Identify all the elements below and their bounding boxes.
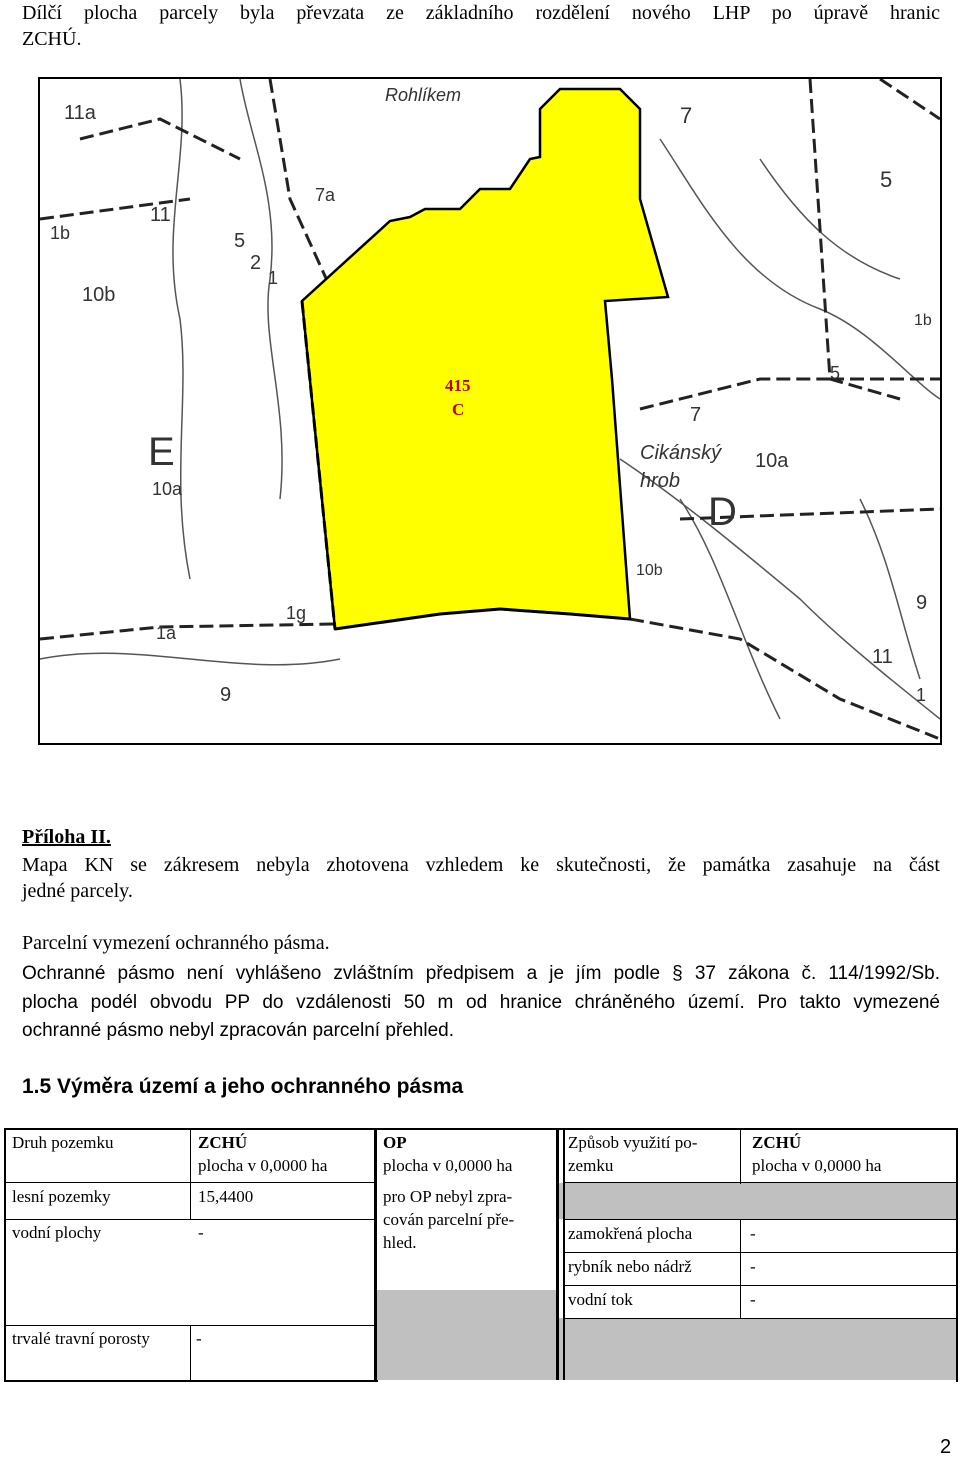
row-water-label: vodní plochy [12,1223,102,1242]
header-zchu: ZCHÚ [198,1133,248,1152]
unit-label: 7 [680,103,693,128]
op-note-line-1: pro OP nebyl zpra- [383,1187,513,1206]
op-note-line-3: hled. [383,1233,417,1252]
table-grey-fill [556,1183,958,1219]
header-op: OP [383,1133,407,1152]
row-forest-label: lesní pozemky [12,1187,111,1206]
header-zchu-unit: plocha v 0,0000 ha [198,1156,328,1175]
header-druh-pozemku: Druh pozemku [12,1133,114,1152]
zone-heading: Parcelní vymezení ochranného pásma. [22,932,330,954]
zone-line-3: ochranné pásmo nebyl zpracován parcelní přehled. [22,1020,454,1041]
place-label-cikansky: Cikánský [640,442,722,464]
table-grey-fill [556,1318,958,1380]
unit-label: 1a [156,623,177,643]
unit-label: 11 [150,204,171,226]
zone-line-1: Ochranné pásmo není vyhlášeno zvláštním předpisem a je jím podle § 37 zákona č. 114/1992/Sb. [22,963,940,984]
row-forest-value: 15,4400 [198,1187,254,1206]
section-title: 1.5 Výměra území a jeho ochranného pásma [22,1075,464,1098]
unit-label: 1b [914,312,932,329]
unit-label: 5 [234,230,246,252]
unit-label: 1b [50,223,71,243]
row-water-value: - [198,1223,204,1242]
appendix-line-2: jedné parcely. [22,880,133,902]
unit-label: D [708,490,737,534]
place-label-hrob: hrob [640,470,681,492]
use-row-label: zamokřená plocha [568,1224,693,1243]
header-zpusob: Způsob využití po- [568,1133,698,1152]
row-grass-value: - [196,1329,202,1348]
parcel-number: 415 [445,376,471,395]
row-grass-label: trvalé travní porosty [12,1329,150,1348]
appendix-line-1: Mapa KN se zákresem nebyla zhotovena vzhledem ke skutečnosti, že památka zasahuje na část [22,854,940,876]
table-grey-fill [376,1290,556,1380]
page-number: 2 [940,1436,952,1458]
unit-label: 7 [690,404,702,426]
unit-label: 10a [755,450,789,472]
unit-label: 1g [286,603,307,623]
header-zchu-2: ZCHÚ [752,1133,802,1152]
unit-label: 11 [872,646,893,668]
unit-label: 2 [250,252,262,274]
unit-label: 10b [636,562,663,579]
map-graphic [40,79,940,743]
use-row-label: rybník nebo nádrž [568,1257,692,1276]
unit-label: E [148,430,175,474]
forest-map [38,77,942,745]
use-row-value: - [750,1290,756,1309]
unit-label: 10a [152,479,183,499]
parcel-415-area [302,89,668,629]
unit-label: 9 [916,592,928,614]
header-zpusob-2: zemku [568,1156,614,1175]
use-row-value: - [750,1224,756,1243]
unit-label: 11a [64,102,96,124]
op-note-line-2: cován parcelní pře- [383,1210,515,1229]
intro-line-2: ZCHÚ. [22,28,82,50]
unit-label: 5 [830,363,841,383]
intro-line-1: Dílčí plocha parcely byla převzata ze základního rozdělení nového LHP po úpravě hranic [22,2,940,24]
header-op-unit: plocha v 0,0000 ha [383,1156,513,1175]
use-row-value: - [750,1257,756,1276]
unit-label: 5 [880,167,893,192]
unit-label: 1 [268,268,279,288]
unit-label: 1 [916,685,927,705]
use-row-label: vodní tok [568,1290,633,1309]
unit-label: 10b [82,284,116,306]
header-zchu-2-unit: plocha v 0,0000 ha [752,1156,882,1175]
place-label-rohlikem: Rohlíkem [385,85,462,105]
parcel-letter: C [452,400,465,419]
unit-label: 9 [220,684,232,706]
zone-line-2: plocha podél obvodu PP do vzdálenosti 50 m od hranice chráněného území. Pro takto vymezené [22,992,940,1013]
unit-label: 7a [315,185,336,205]
appendix-title: Příloha II. [22,826,111,848]
